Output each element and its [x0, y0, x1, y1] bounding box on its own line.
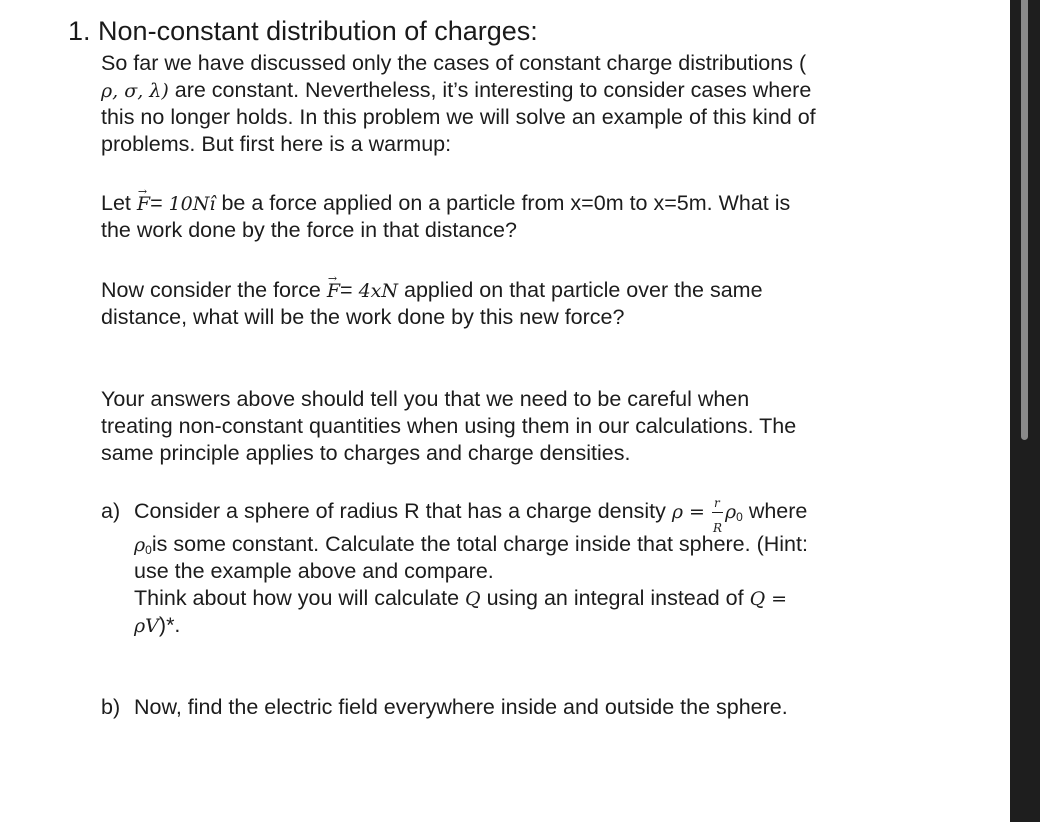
equals-sign-2: =: [765, 588, 788, 610]
part-a-text-1-end: where: [742, 499, 808, 523]
warmup2-expression: 4xN: [358, 280, 399, 302]
part-a-line-4-text: Think about how you will calculate: [134, 586, 466, 610]
force-vector-symbol-2: → F: [327, 278, 340, 305]
intro-line-2: [101, 77, 811, 105]
part-a-label: a): [101, 499, 121, 523]
rho-symbol: ρ: [671, 501, 683, 523]
part-a-line-2-text: is some constant. Calculate the total charge inside that sphere. (Hint:: [151, 532, 808, 556]
problem-title: [68, 16, 538, 47]
warmup2-prefix: Now consider the force: [101, 278, 327, 302]
scrollbar-thumb[interactable]: [1021, 0, 1028, 440]
fraction-denominator: R: [712, 521, 723, 536]
warmup1-equals: =: [150, 191, 169, 215]
warmup2-line-2: distance, what will be the work done by this new force?: [101, 305, 625, 329]
intro-line-1: So far we have discussed only the cases of constant charge distributions (: [101, 51, 807, 75]
Q-symbol: Q: [465, 588, 481, 610]
fraction-bar: [712, 512, 723, 513]
fraction-numerator: r: [713, 496, 720, 511]
warmup2-equals: =: [340, 278, 359, 302]
part-a-line-4-mid: using an integral instead of: [480, 586, 750, 610]
intro-line-4: problems. But first here is a warmup:: [101, 132, 452, 156]
part-a-line-4: [134, 585, 787, 613]
part-b-text: Now, find the electric field everywhere inside and outside the sphere.: [134, 695, 788, 719]
rho-zero-symbol-2: ρ: [134, 534, 146, 556]
warmup1-suffix: be a force applied on a particle from x=0m to x=5m. What is: [215, 191, 791, 215]
caution-line-3: same principle applies to charges and charge densities.: [101, 441, 631, 465]
rho-zero-symbol: ρ: [724, 501, 737, 523]
warmup1-line-2: the work done by the force in that distance?: [101, 218, 517, 242]
warmup1-expression: 10Nî: [168, 193, 216, 215]
fraction-r-over-R: [711, 496, 725, 536]
part-b-label: b): [101, 695, 121, 719]
intro-line-3: this no longer holds. In this problem we will solve an example of this kind of: [101, 105, 816, 129]
part-a-line-5-end: )*.: [158, 613, 181, 637]
rho-zero-subscript-2: 0: [145, 543, 152, 557]
warmup2-suffix: applied on that particle over the same: [398, 278, 763, 302]
caution-line-2: treating non-constant quantities when using them in our calculations. The: [101, 414, 797, 438]
force-vector-symbol: → F: [137, 191, 150, 218]
warmup2-line-1: [101, 277, 763, 305]
warmup1-line-1: [101, 190, 790, 218]
problem-title-text: Non-constant distribution of charges:: [98, 16, 538, 46]
Q-symbol-2: Q: [749, 588, 766, 610]
rho-V-expression: ρV: [134, 615, 159, 637]
intro-line-2-text: are constant. Nevertheless, it’s interesting to consider cases where: [168, 78, 812, 102]
problem-number: 1.: [68, 16, 91, 46]
caution-line-1: Your answers above should tell you that we need to be careful when: [101, 387, 750, 411]
rho-zero-subscript: 0: [736, 510, 743, 524]
warmup1-prefix: Let: [101, 191, 137, 215]
equals-sign: =: [682, 501, 711, 523]
part-a-line-5: [134, 612, 180, 640]
part-a-line-3: use the example above and compare.: [134, 559, 494, 583]
part-a-text-1: Consider a sphere of radius R that has a charge density: [134, 499, 672, 523]
part-a-line-1: [134, 496, 808, 536]
intro-symbols: ρ, σ, λ): [101, 80, 169, 102]
